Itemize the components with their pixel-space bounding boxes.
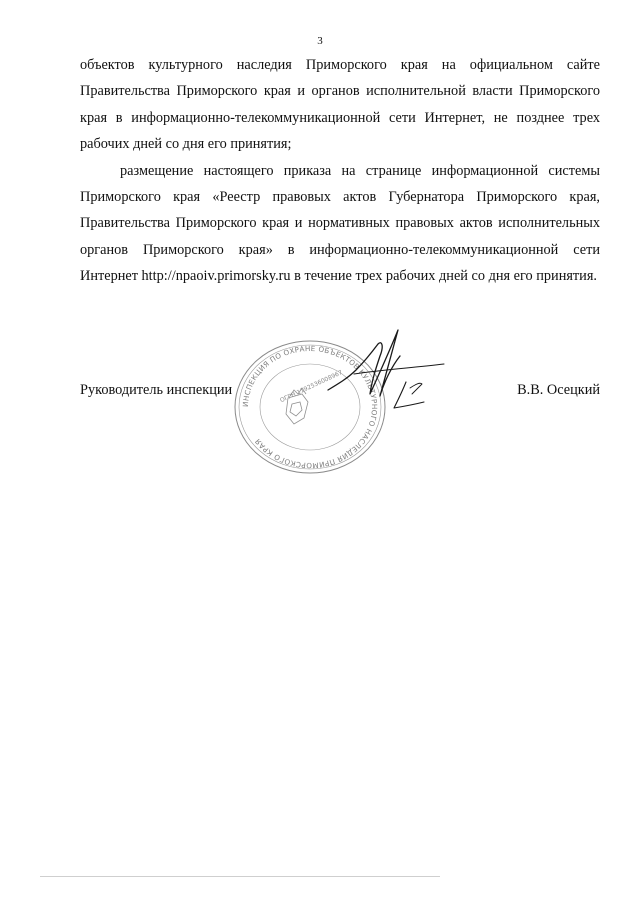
page-number: 3: [317, 35, 323, 47]
signatory-name: В.В. Осецкий: [517, 382, 600, 398]
seal-center-text: ОГРН 1192536008967: [279, 369, 344, 405]
coat-of-arms-icon: [286, 388, 308, 424]
document-body: [80, 52, 600, 290]
scan-edge-line: [40, 876, 440, 877]
seal-ring-text: ИНСПЕКЦИЯ ПО ОХРАНЕ ОБЪЕКТОВ КУЛЬТУРНОГО НАСЛЕДИЯ ПРИМОРСКОГО КРАЯ: [240, 343, 380, 471]
signatory-position: Руководитель инспекции: [80, 382, 233, 398]
body-paragraph-1: объектов культурного наследия Приморского края на официальном сайте Правительства Приморского края и органов исполнительной власти Приморского края в информационно-телекоммуникационной сети Интернет, не позднее трех рабочих дней со дня его принятия;: [80, 57, 600, 153]
body-paragraph-2: размещение настоящего приказа на странице информационной системы Приморского края «Реестр правовых актов Губернатора Приморского края, Правительства Приморского края и нормативных правовых актов исполнительных органов Приморского края» в информационно-телекоммуникационной сети Интернет http://npaoiv.primorsky.ru в течение трех рабочих дней со дня его принятия.: [80, 162, 600, 285]
svg-text:ИНСПЕКЦИЯ ПО ОХРАНЕ ОБЪЕКТОВ К: [241, 344, 379, 470]
handwritten-signature: [320, 322, 470, 422]
official-seal-stamp: [230, 338, 390, 476]
